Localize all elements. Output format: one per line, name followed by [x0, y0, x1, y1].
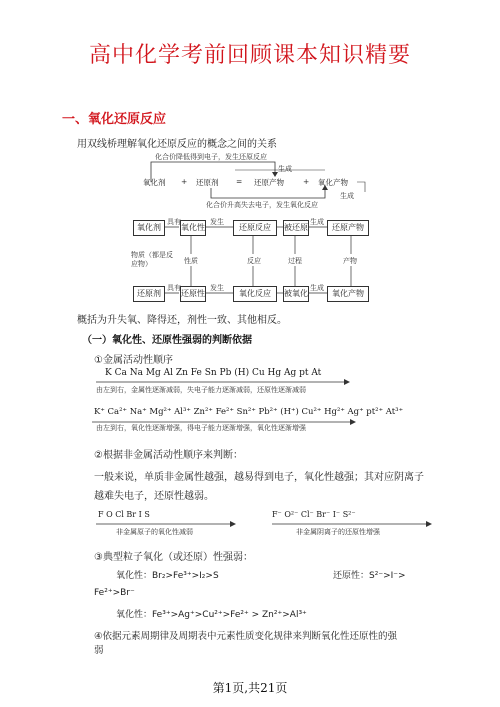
box-reductant: 还原剂 — [133, 286, 165, 302]
page-title: 高中化学考前回顾课本知识精要 — [88, 43, 411, 68]
summary-text: 概括为升失氧、降得还，剂性一致、其他相反。 — [77, 315, 287, 326]
diagram-shengcheng-top: 生成 — [278, 165, 292, 173]
diagram-bottom-note: 化合价升高失去电子，发生氧化反应 — [206, 201, 318, 209]
box-reduction-product: 还原产物 — [327, 220, 369, 236]
link-label: 具有 — [167, 284, 181, 292]
box-oxidation-reaction: 氧化反应 — [233, 286, 277, 302]
box-reduction-reaction: 还原反应 — [233, 220, 277, 236]
link-label: 生成 — [310, 218, 324, 226]
mid-label-reaction: 反应 — [247, 257, 261, 265]
ion-series-note: 由左到右，氧化性逐渐增强，得电子能力逐渐增强，氧化性逐渐增强 — [96, 424, 306, 432]
item-heading: ①金属活动性顺序 — [94, 355, 173, 366]
box-oxidant: 氧化剂 — [133, 220, 165, 236]
nonmetal-anion-note: 非金属阴离子的还原性增强 — [296, 528, 380, 536]
link-label: 具有 — [167, 218, 181, 226]
box-reduced: 被还原 — [283, 220, 309, 236]
section-heading: 一、氧化还原反应 — [62, 112, 167, 127]
item-heading-continued: 弱 — [94, 645, 104, 656]
item-heading: ③典型粒子氧化（或还原）性强弱： — [94, 552, 253, 563]
box-oxidized: 被氧化 — [283, 286, 309, 302]
mid-label-process: 过程 — [288, 257, 302, 265]
reducing-order: 还原性：S²⁻>I⁻> — [333, 571, 406, 581]
subsection-heading: （一）氧化性、还原性强弱的判断依据 — [82, 335, 252, 346]
body-text: 一般来说，单质非金属性越强，越易得到电子，氧化性越强；其对应阴离子 — [94, 472, 424, 483]
eq-oxidant: 氧化剂 — [143, 178, 166, 187]
metal-series-note: 由左到右，金属性逐渐减弱，失电子能力逐渐减弱，还原性逐渐减弱 — [96, 386, 306, 394]
page-number: 第1页,共21页 — [212, 681, 288, 695]
link-label: 发生 — [210, 284, 224, 292]
nonmetal-atom-series: F O Cl Br I S — [98, 510, 150, 519]
diagram-shengcheng-side: 生成 — [340, 192, 354, 200]
eq-reduction-product: 还原产物 — [254, 178, 284, 187]
item-heading: ④依据元素周期律及周期表中元素性质变化规律来判断氧化性还原性的强 — [94, 631, 398, 642]
oxidizing-order-1: 氧化性：Br₂>Fe³⁺>I₂>S — [116, 571, 219, 581]
intro-text: 用双线桥理解氧化还原反应的概念之间的关系 — [77, 139, 277, 150]
nonmetal-atom-note: 非金属原子的氧化性减弱 — [116, 528, 193, 536]
eq-oxidation-product: 氧化产物 — [318, 178, 348, 187]
mid-label-property: 性质 — [184, 257, 198, 265]
item-heading: ②根据非金属活动性顺序来判断： — [94, 450, 243, 461]
metal-activity-series: K Ca Na Mg Al Zn Fe Sn Pb (H) Cu Hg Ag pt At — [105, 368, 322, 378]
oxidizing-order-2: 氧化性：Fe³⁺>Ag⁺>Cu²⁺>Fe²⁺ > Zn²⁺>Al³⁺ — [116, 610, 307, 620]
box-oxidizing-property: 氧化性 — [180, 220, 206, 236]
reducing-order-continued: Fe²⁺>Br⁻ — [94, 588, 135, 598]
metal-ion-series: K⁺ Ca²⁺ Na⁺ Mg²⁺ Al³⁺ Zn²⁺ Fe²⁺ Sn²⁺ Pb²⁺ (H⁺) Cu²⁺ Hg²⁺ Ag⁺ pt²⁺ At³⁺ — [94, 407, 404, 417]
eq-arrow: = — [236, 177, 243, 186]
eq-reductant: 还原剂 — [196, 178, 219, 187]
mid-label-product: 产物 — [343, 257, 357, 265]
reactant-note: 物质（都是反应物） — [131, 251, 173, 268]
body-text: 越难失电子，还原性越弱。 — [94, 491, 214, 502]
box-reducing-property: 还原性 — [180, 286, 206, 302]
link-label: 生成 — [310, 284, 324, 292]
link-label: 发生 — [210, 218, 224, 226]
nonmetal-anion-series: F⁻ O²⁻ Cl⁻ Br⁻ I⁻ S²⁻ — [272, 510, 356, 519]
diagram-top-note: 化合价降低得到电子，发生还原反应 — [155, 153, 267, 161]
eq-plus: + — [181, 177, 188, 186]
eq-plus: + — [303, 177, 310, 186]
box-oxidation-product: 氧化产物 — [327, 286, 369, 302]
